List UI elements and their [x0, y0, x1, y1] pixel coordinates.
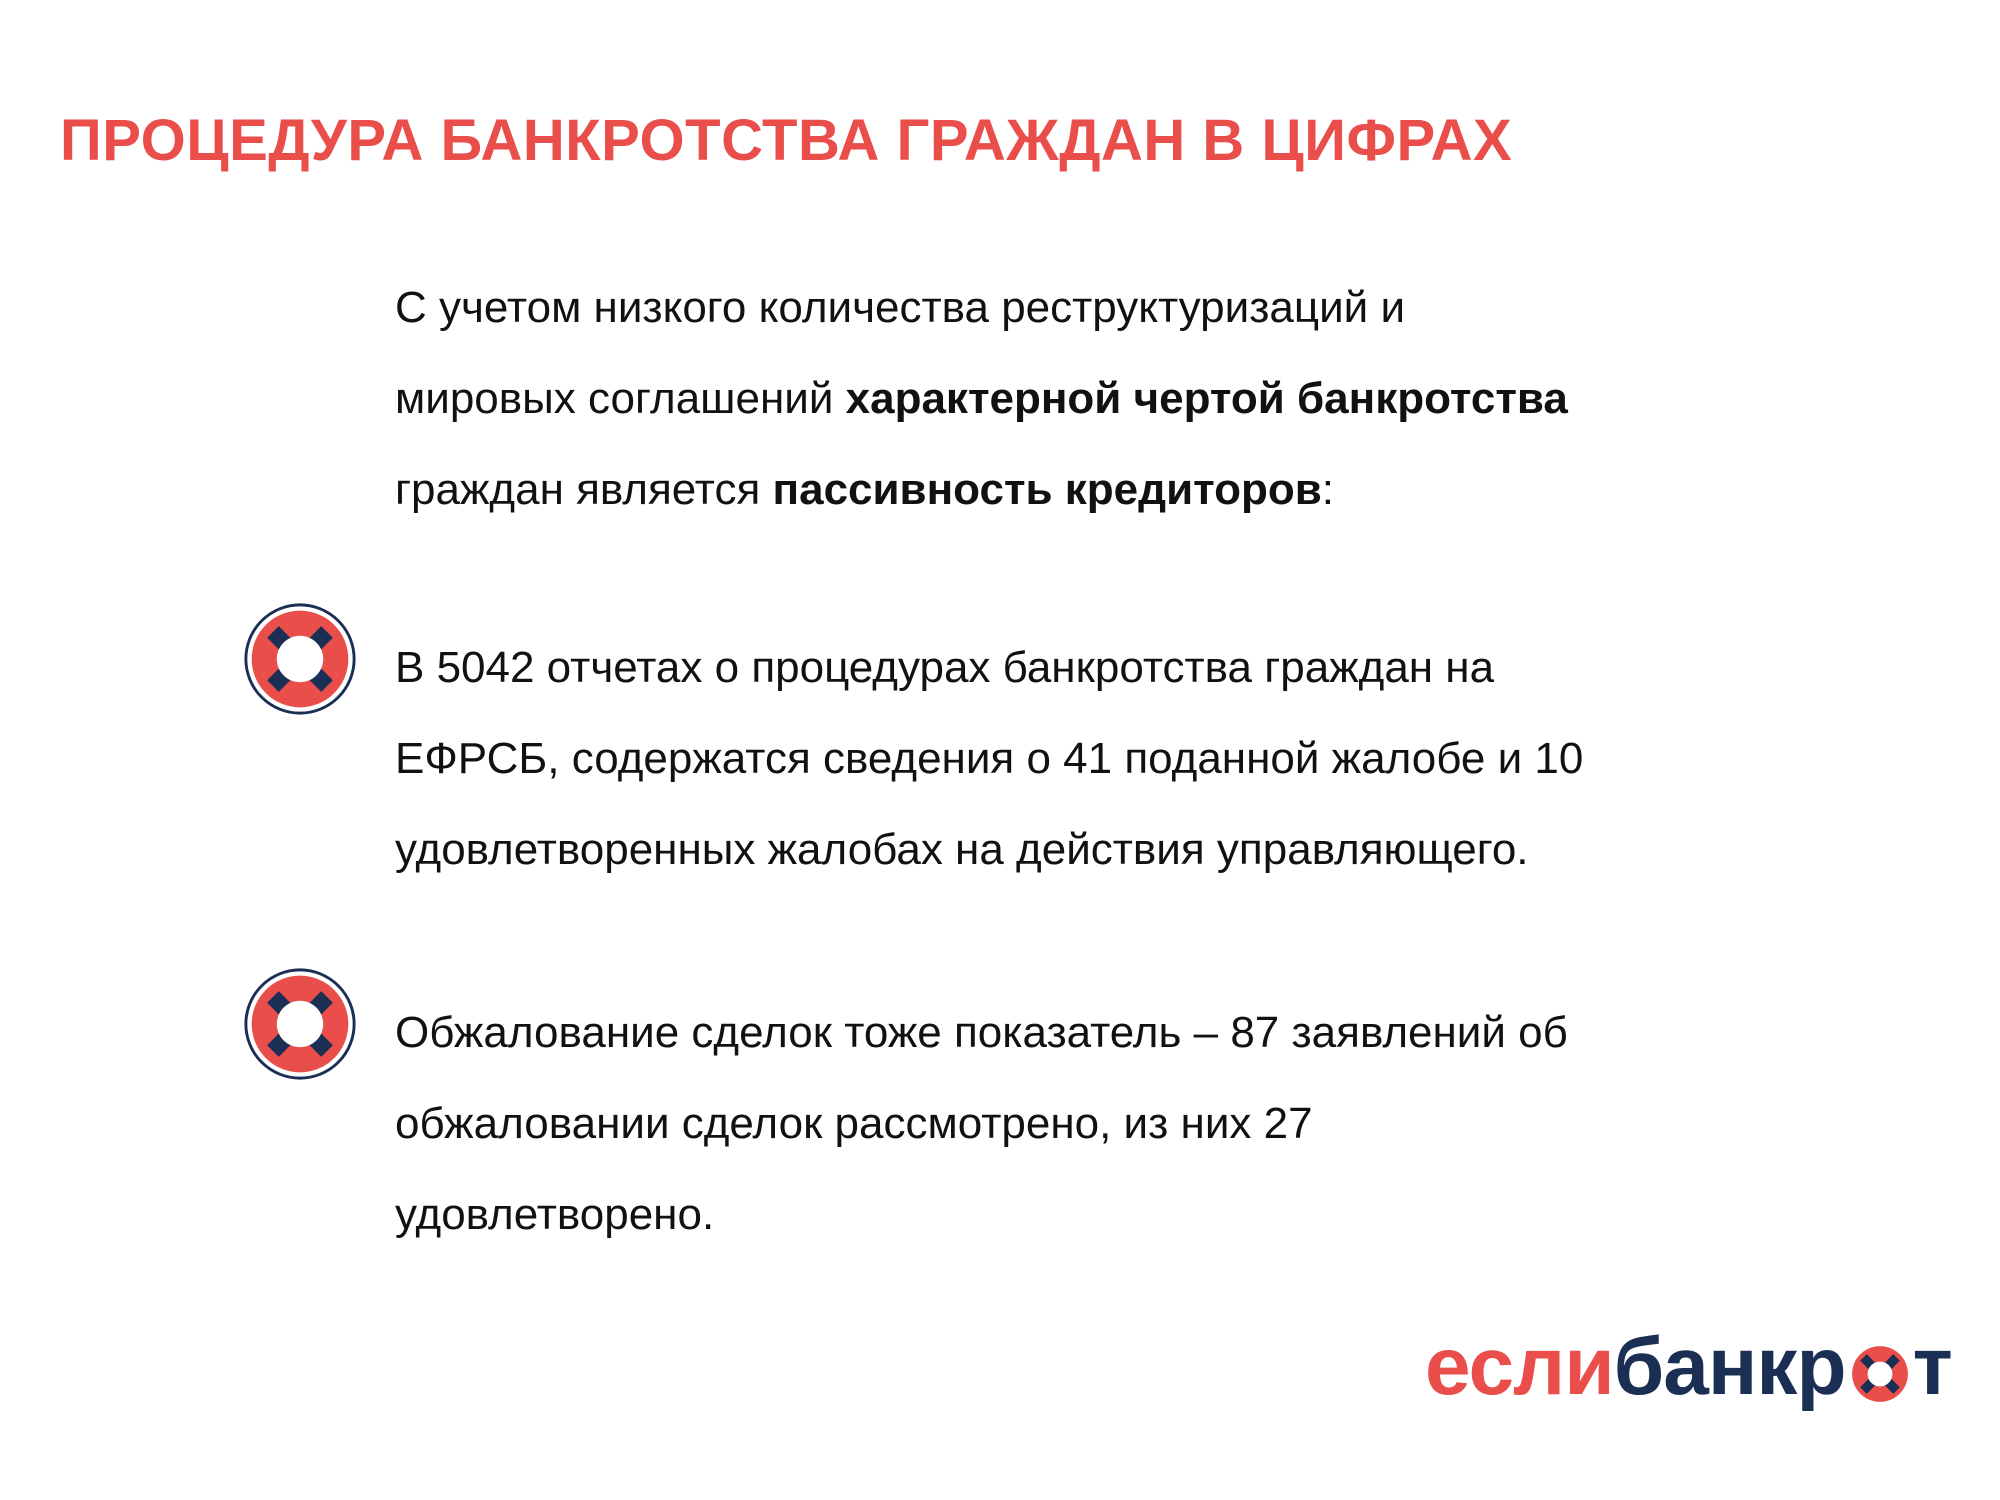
intro-line-1: С учетом низкого количества реструктуризаций и: [395, 283, 1406, 332]
bullet-2-line-2: обжаловании сделок рассмотрено, из них 27: [395, 1099, 1313, 1148]
bullet-1-line-2: ЕФРСБ, содержатся сведения о 41 поданной жалобе и 10: [395, 734, 1584, 783]
intro-line-3-text: граждан является: [395, 465, 773, 514]
bullet-1-line-3: удовлетворенных жалобах на действия управляющего.: [395, 825, 1529, 874]
logo-lifebuoy-icon: [1849, 1343, 1911, 1405]
bullet-2-line-3: удовлетворено.: [395, 1190, 715, 1239]
bullet-complaints: [395, 622, 1845, 895]
slide-title: ПРОЦЕДУРА БАНКРОТСТВА ГРАЖДАН В ЦИФРАХ: [60, 108, 1513, 173]
intro-line-2: [395, 353, 1845, 444]
intro-paragraph: [395, 262, 1845, 535]
intro-line-3: [395, 444, 1845, 535]
bullet-1-line-1: В 5042 отчетах о процедурах банкротства граждан на: [395, 643, 1495, 692]
intro-line-2-bold: характерной чертой банкротства: [845, 374, 1568, 423]
bullet-transactions: [395, 987, 1845, 1260]
lifebuoy-icon: [242, 601, 358, 717]
logo-text-end: т: [1912, 1321, 1952, 1412]
lifebuoy-icon: [242, 966, 358, 1082]
intro-line-3-bold: пассивность кредиторов: [772, 465, 1322, 514]
brand-logo: [1425, 1312, 1952, 1422]
intro-line-2-text: мировых соглашений: [395, 374, 846, 423]
logo-text-dark: банкр: [1613, 1321, 1846, 1412]
logo-text-red: если: [1425, 1321, 1614, 1412]
intro-line-3-end: :: [1321, 465, 1334, 514]
bullet-2-line-1: Обжалование сделок тоже показатель – 87 заявлений об: [395, 1008, 1568, 1057]
